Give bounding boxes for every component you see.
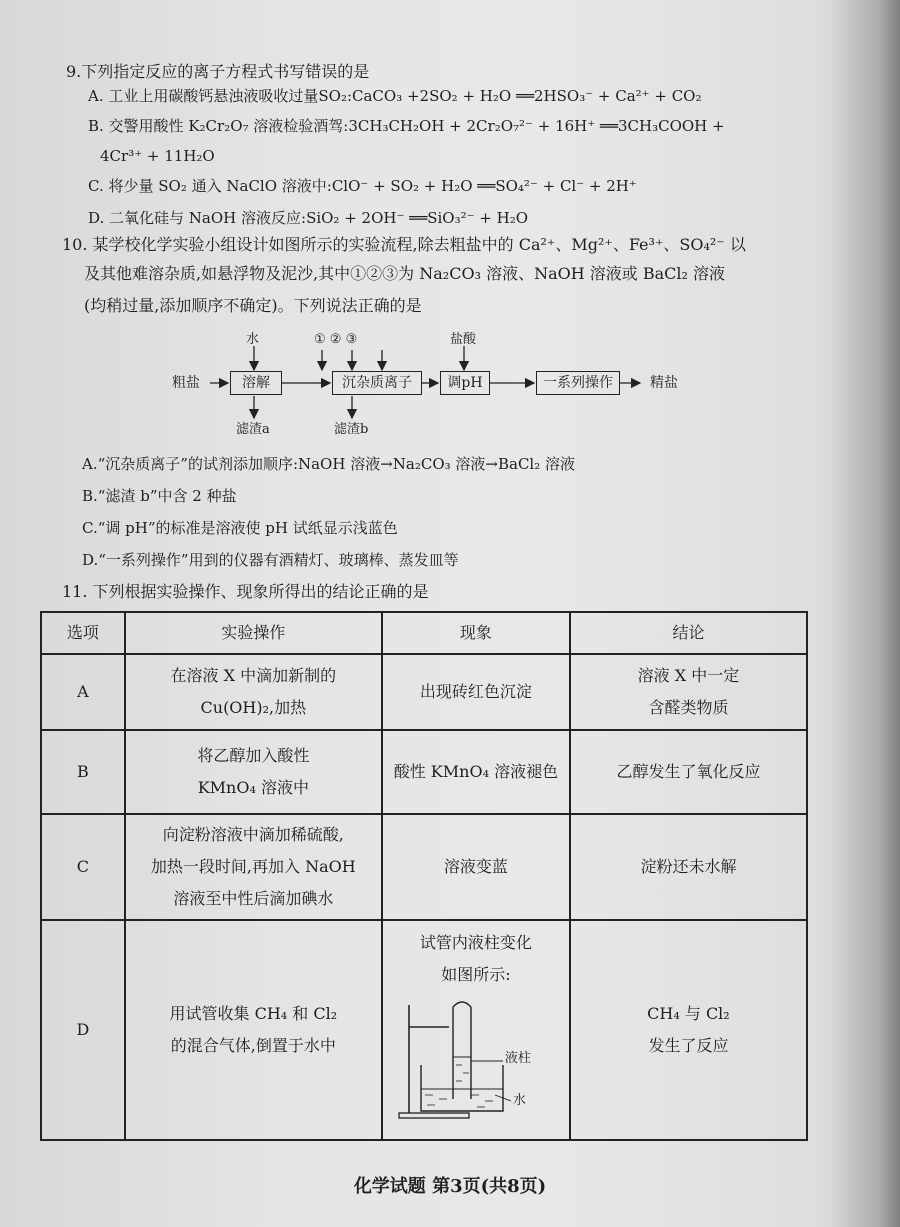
experiment-table (40, 611, 808, 1141)
cell-line: 加热一段时间,再加入 NaOH (150, 857, 356, 876)
q9-option-b: B. 交警用酸性 K₂Cr₂O₇ 溶液检验酒驾:3CH₃CH₂OH + 2Cr₂O₇²⁻ + 16H⁺ ══3CH₃COOH + (88, 117, 725, 135)
cell-line: 溶液 X 中一定 (637, 666, 740, 685)
flow-box-dissolve: 溶解 (230, 371, 282, 395)
flow-residue-b: 滤渣b (334, 422, 369, 437)
header-operation: 实验操作 (125, 612, 382, 654)
cell-line: 的混合气体,倒置于水中 (170, 1036, 336, 1055)
q10-option-d: D.“一系列操作”用到的仪器有酒精灯、玻璃棒、蒸发皿等 (82, 551, 459, 569)
flowchart (60, 326, 780, 446)
table-row (41, 814, 807, 920)
flow-crude-salt: 粗盐 (172, 375, 200, 391)
cell-line: 试管内液柱变化 (419, 933, 532, 952)
header-conclusion: 结论 (570, 612, 807, 654)
test-tube-apparatus (391, 995, 561, 1125)
flow-residue-a: 滤渣a (236, 422, 270, 437)
table-header-row (41, 612, 807, 654)
row-d-conclusion (570, 920, 807, 1140)
q9-option-b-cont: 4Cr³⁺ + 11H₂O (100, 147, 215, 165)
cell-line: CH₄ 与 Cl₂ (647, 1004, 730, 1023)
cell-line: 在溶液 X 中滴加新制的 (170, 666, 337, 685)
row-a-conclusion (570, 654, 807, 730)
q10-option-b: B.“滤渣 b”中含 2 种盐 (82, 487, 237, 505)
q10-stem-line2: 及其他难溶杂质,如悬浮物及泥沙,其中①②③为 Na₂CO₃ 溶液、NaOH 溶液或 BaCl₂ 溶液 (84, 264, 726, 283)
header-option: 选项 (41, 612, 125, 654)
q11-stem: 11. 下列根据实验操作、现象所得出的结论正确的是 (62, 582, 429, 601)
cell-line: 向淀粉溶液中滴加稀硫酸, (162, 825, 344, 844)
cell-line: 乙醇发生了氧化反应 (616, 762, 761, 781)
cell-line: 发生了反应 (648, 1036, 729, 1055)
row-b-phenomenon (382, 730, 570, 814)
q10-stem-line1: 10. 某学校化学实验小组设计如图所示的实验流程,除去粗盐中的 Ca²⁺、Mg²⁺、Fe³⁺、SO₄²⁻ 以 (62, 235, 746, 254)
row-c-conclusion (570, 814, 807, 920)
water-label: 水 (512, 1093, 526, 1108)
flow-box-adjust-ph: 调pH (440, 371, 490, 395)
q10-option-c: C.“调 pH”的标准是溶液使 pH 试纸显示浅蓝色 (82, 519, 398, 537)
cell-line: 淀粉还未水解 (640, 857, 737, 876)
flow-box-operations: 一系列操作 (536, 371, 620, 395)
row-b-conclusion (570, 730, 807, 814)
header-phenomenon: 现象 (382, 612, 570, 654)
cell-line: 溶液至中性后滴加碘水 (173, 889, 334, 908)
row-c-operation (125, 814, 382, 920)
cell-line: 将乙醇加入酸性 (197, 746, 310, 765)
cell-line: 含醛类物质 (648, 698, 729, 717)
table-row (41, 920, 807, 1140)
row-a-option: A (41, 654, 125, 730)
table-row (41, 654, 807, 730)
q9-option-d: D. 二氧化硅与 NaOH 溶液反应:SiO₂ + 2OH⁻ ══SiO₃²⁻ + H₂O (88, 209, 529, 227)
cell-line: KMnO₄ 溶液中 (197, 778, 309, 797)
cell-line: 酸性 KMnO₄ 溶液褪色 (393, 762, 559, 781)
row-d-phenomenon (382, 920, 570, 1140)
q10-stem-line3: (均稍过量,添加顺序不确定)。下列说法正确的是 (84, 296, 422, 315)
flow-water-label: 水 (246, 332, 260, 347)
row-d-option: D (41, 920, 125, 1140)
q10-option-a: A.“沉杂质离子”的试剂添加顺序:NaOH 溶液→Na₂CO₃ 溶液→BaCl₂ 溶液 (82, 455, 576, 473)
flow-acid-label: 盐酸 (450, 332, 477, 347)
row-c-phenomenon (382, 814, 570, 920)
row-a-operation (125, 654, 382, 730)
row-a-phenomenon (382, 654, 570, 730)
page-footer: 化学试题 第3页(共8页) (353, 1176, 547, 1197)
flow-box-precipitate: 沉杂质离子 (332, 371, 422, 395)
flow-fine-salt: 精盐 (650, 375, 678, 391)
row-c-option: C (41, 814, 125, 920)
cell-line: 如图所示: (441, 965, 511, 984)
q9-option-a: A. 工业上用碳酸钙悬浊液吸收过量SO₂:CaCO₃ +2SO₂ + H₂O ══2HSO₃⁻ + Ca²⁺ + CO₂ (88, 87, 702, 105)
row-d-operation (125, 920, 382, 1140)
flow-reagents-label: ① ② ③ (314, 332, 358, 347)
row-b-operation (125, 730, 382, 814)
row-b-option: B (41, 730, 125, 814)
q9-stem: 9.下列指定反应的离子方程式书写错误的是 (66, 62, 370, 81)
cell-line: 溶液变蓝 (443, 857, 508, 876)
cell-line: Cu(OH)₂,加热 (200, 698, 307, 717)
cell-line: 出现砖红色沉淀 (419, 682, 532, 701)
table-row (41, 730, 807, 814)
liquid-column-label: 液柱 (504, 1051, 531, 1066)
apparatus-figure (391, 995, 561, 1125)
q9-option-c: C. 将少量 SO₂ 通入 NaClO 溶液中:ClO⁻ + SO₂ + H₂O ══SO₄²⁻ + Cl⁻ + 2H⁺ (88, 177, 637, 195)
cell-line: 用试管收集 CH₄ 和 Cl₂ (169, 1004, 338, 1023)
page-edge-shadow (830, 0, 900, 1227)
